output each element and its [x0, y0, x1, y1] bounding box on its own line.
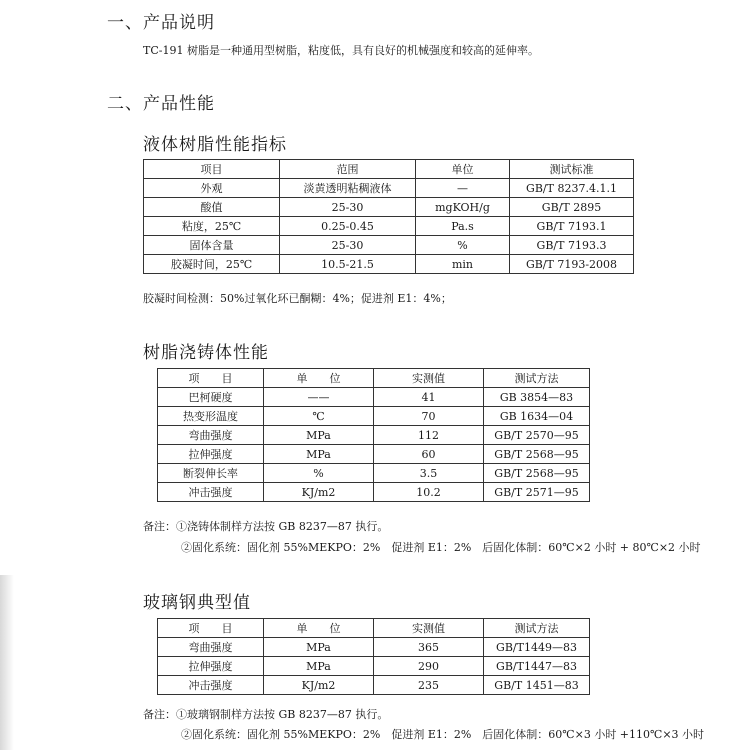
table-cell: 365 [374, 638, 484, 657]
table-cell: GB 1634—04 [484, 407, 590, 426]
frp-note-2: ②固化系统：固化剂 55%MEKPO：2% 促进剂 E1：2% 后固化体制：60℃×3 小时 +110℃×3 小时 [181, 728, 705, 741]
table-cell: 粘度，25℃ [144, 217, 280, 236]
table-row [158, 638, 590, 657]
table-cell: GB/T 7193-2008 [510, 255, 634, 274]
table-row [144, 236, 634, 255]
table-cell: 3.5 [374, 464, 484, 483]
column-header: 项 目 [158, 369, 264, 388]
table-row [158, 407, 590, 426]
table-cell: GB/T 8237.4.1.1 [510, 179, 634, 198]
table-cell: 胶凝时间，25℃ [144, 255, 280, 274]
table-cell: 10.5-21.5 [280, 255, 416, 274]
casting-properties-title: 树脂浇铸体性能 [143, 343, 269, 363]
table-cell: GB/T1447—83 [484, 657, 590, 676]
table-cell: 60 [374, 445, 484, 464]
table-header-row [158, 619, 590, 638]
column-header: 实测值 [374, 369, 484, 388]
table-row [158, 676, 590, 695]
casting-note-1: 备注：①浇铸体制样方法按 GB 8237—87 执行。 [143, 520, 389, 533]
table-cell: 41 [374, 388, 484, 407]
table-cell: GB/T 2895 [510, 198, 634, 217]
table-row [144, 217, 634, 236]
table-cell: GB/T 2568—95 [484, 445, 590, 464]
table-cell: 25-30 [280, 236, 416, 255]
table-cell: 拉伸强度 [158, 445, 264, 464]
table-cell: min [416, 255, 510, 274]
table-cell: 70 [374, 407, 484, 426]
table-cell: GB/T 1451—83 [484, 676, 590, 695]
column-header: 测试标准 [510, 160, 634, 179]
table-cell: GB/T 2571—95 [484, 483, 590, 502]
table-row [144, 255, 634, 274]
table-cell: 235 [374, 676, 484, 695]
table-cell: 热变形温度 [158, 407, 264, 426]
table-cell: 弯曲强度 [158, 426, 264, 445]
column-header: 单位 [416, 160, 510, 179]
casting-note-2: ②固化系统：固化剂 55%MEKPO：2% 促进剂 E1：2% 后固化体制：60℃×2 小时 + 80℃×2 小时 [181, 541, 701, 554]
table-header-row [158, 369, 590, 388]
table-cell: 10.2 [374, 483, 484, 502]
column-header: 单 位 [264, 369, 374, 388]
table-row [144, 198, 634, 217]
table-row [158, 445, 590, 464]
table-cell: 断裂伸长率 [158, 464, 264, 483]
column-header: 单 位 [264, 619, 374, 638]
table-cell: MPa [264, 426, 374, 445]
table-cell: 外观 [144, 179, 280, 198]
section-heading-product-performance: 二、产品性能 [107, 94, 215, 114]
table-cell: Pa.s [416, 217, 510, 236]
left-edge-shadow [0, 575, 14, 750]
liquid-resin-table [143, 159, 634, 274]
table-cell: GB/T 2570—95 [484, 426, 590, 445]
column-header: 项目 [144, 160, 280, 179]
table-cell: — [416, 179, 510, 198]
table-header-row [144, 160, 634, 179]
table-row [158, 483, 590, 502]
table-cell: MPa [264, 638, 374, 657]
table-cell: —— [264, 388, 374, 407]
gel-time-note: 胶凝时间检测：50%过氧化环已酮糊：4%；促进剂 E1：4%； [143, 292, 452, 305]
product-description-text: TC-191 树脂是一种通用型树脂，粘度低，具有良好的机械强度和较高的延伸率。 [143, 44, 539, 57]
table-cell: 112 [374, 426, 484, 445]
liquid-resin-title: 液体树脂性能指标 [143, 135, 287, 155]
table-row [158, 388, 590, 407]
table-cell: 0.25-0.45 [280, 217, 416, 236]
table-cell: GB/T 7193.3 [510, 236, 634, 255]
table-row [158, 426, 590, 445]
column-header: 范围 [280, 160, 416, 179]
table-cell: 290 [374, 657, 484, 676]
frp-typical-values-title: 玻璃钢典型值 [143, 593, 251, 613]
table-cell: 冲击强度 [158, 676, 264, 695]
column-header: 实测值 [374, 619, 484, 638]
table-cell: 固体含量 [144, 236, 280, 255]
table-cell: % [416, 236, 510, 255]
table-cell: mgKOH/g [416, 198, 510, 217]
column-header: 测试方法 [484, 369, 590, 388]
table-cell: KJ/m2 [264, 483, 374, 502]
frp-typical-values-table [157, 618, 590, 695]
table-cell: GB/T 7193.1 [510, 217, 634, 236]
table-cell: 弯曲强度 [158, 638, 264, 657]
table-cell: MPa [264, 657, 374, 676]
column-header: 项 目 [158, 619, 264, 638]
table-cell: 巴柯硬度 [158, 388, 264, 407]
casting-properties-table [157, 368, 590, 502]
table-row [144, 179, 634, 198]
table-cell: 酸值 [144, 198, 280, 217]
table-cell: 25-30 [280, 198, 416, 217]
table-cell: % [264, 464, 374, 483]
column-header: 测试方法 [484, 619, 590, 638]
table-cell: 拉伸强度 [158, 657, 264, 676]
table-cell: GB/T 2568—95 [484, 464, 590, 483]
table-row [158, 464, 590, 483]
table-cell: KJ/m2 [264, 676, 374, 695]
table-cell: GB 3854—83 [484, 388, 590, 407]
table-cell: GB/T1449—83 [484, 638, 590, 657]
table-cell: MPa [264, 445, 374, 464]
table-cell: 冲击强度 [158, 483, 264, 502]
table-cell: ℃ [264, 407, 374, 426]
table-row [158, 657, 590, 676]
frp-note-1: 备注：①玻璃钢制样方法按 GB 8237—87 执行。 [143, 708, 389, 721]
section-heading-product-description: 一、产品说明 [107, 13, 215, 33]
table-cell: 淡黄透明粘稠液体 [280, 179, 416, 198]
